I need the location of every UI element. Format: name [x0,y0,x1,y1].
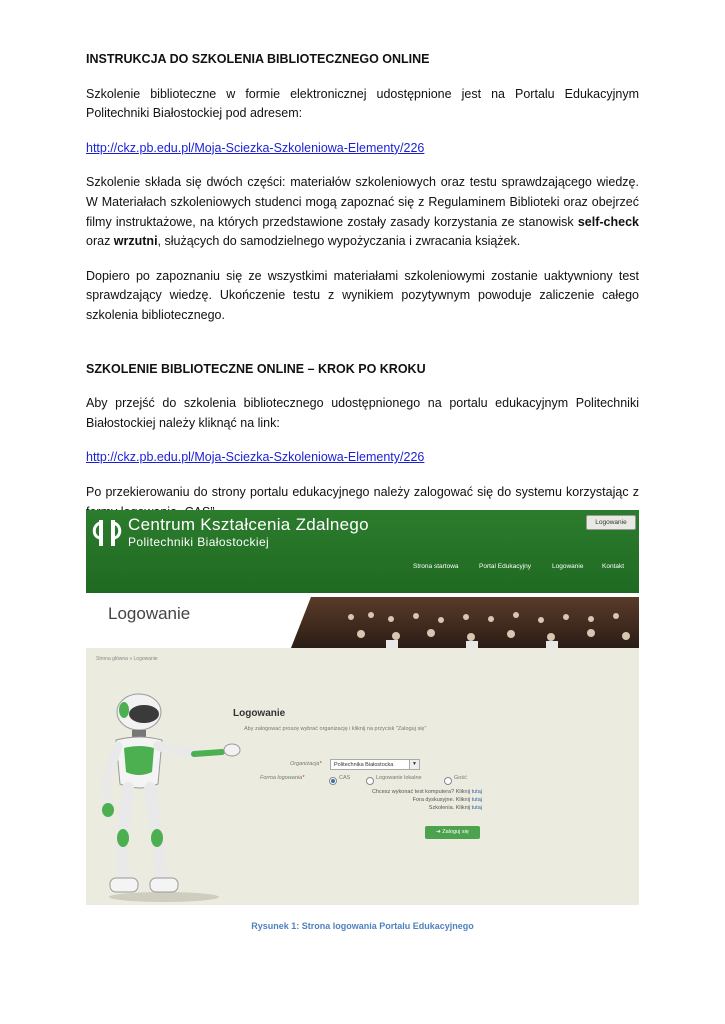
nav-item-home[interactable]: Strona startowa [413,563,459,570]
help-trainings: Szkolenia. Kliknij tutaj [428,805,482,811]
brand-title: Centrum Kształcenia Zdalnego [128,515,369,534]
steps-heading: SZKOLENIE BIBLIOTECZNE ONLINE – KROK PO KROKU [86,361,426,376]
top-login-button[interactable]: Logowanie [586,515,636,530]
breadcrumb[interactable]: Strona główna » Logowanie [96,656,158,662]
login-method-label: Forma logowania* [260,775,305,781]
brand-subtitle: Politechniki Białostockiej [128,535,270,549]
organization-label: Organizacja* [290,761,322,767]
radio-local[interactable] [366,777,374,785]
forums-link[interactable]: tutaj [471,797,482,803]
option-local-label: Logowanie lokalne [376,775,422,781]
organization-select[interactable]: Politechnika Białostocka ▼ [330,759,420,770]
portal-link-1[interactable]: http://ckz.pb.edu.pl/Moja-Sciezka-Szkoleniowa-Elementy/226 [86,140,425,155]
link-instruction-paragraph: Aby przejść do szkolenia bibliotecznego udostępnionego na portalu edukacyjnym Politechniki Białostockiej należy kliknąć na link: [86,396,639,430]
document-body [86,50,639,522]
figure-caption: Rysunek 1: Strona logowania Portalu Edukacyjnego [251,921,474,931]
wrzutni-term: wrzutni [113,234,158,249]
login-submit-button[interactable]: ➔ Zaloguj się [425,826,480,839]
trainings-link[interactable]: tutaj [471,805,482,811]
login-form-hint: Aby zalogować proszę wybrać organizację i kliknij na przycisk "Zaloguj się" [244,726,427,732]
hero-strip [86,593,639,648]
self-check-term: self-check [577,214,639,229]
radio-cas[interactable] [329,777,337,785]
login-page-screenshot [86,510,639,905]
main-heading: INSTRUKCJA DO SZKOLENIA BIBLIOTECZNEGO ONLINE [86,52,430,66]
portal-banner [86,510,639,593]
portal-link-2[interactable]: http://ckz.pb.edu.pl/Moja-Sciezka-Szkoleniowa-Elementy/226 [86,450,425,465]
help-forums: Fora dyskusyjne. Kliknij tutaj [412,797,482,803]
help-computer-test: Chcesz wykonać test komputera? Kliknij tutaj [371,789,482,795]
option-guest-label: Gość [454,775,467,781]
hero-title: Logowanie [108,604,191,623]
chevron-down-icon[interactable]: ▼ [409,760,419,769]
nav-item-login[interactable]: Logowanie [552,563,584,570]
radio-guest[interactable] [444,777,452,785]
nav-item-portal[interactable]: Portal Edukacyjny [479,563,532,570]
computer-test-link[interactable]: tutaj [471,789,482,795]
login-form-title: Logowanie [233,708,286,719]
test-paragraph: Dopiero po zapoznaniu się ze wszystkimi materiałami szkoleniowymi zostanie uaktywniony test sprawdzający wiedzę. Ukończenie testu z wynikiem pozytywnym powoduje zaliczenie całego szkolenia bibliotecznego. [86,268,639,322]
lecture-hall-image [291,597,639,648]
cas-paragraph: Po przekierowaniu do strony portalu edukacyjnego należy zalogować się do systemu korzystając z [86,484,639,499]
robot-mascot-image [94,692,244,902]
intro-paragraph: Szkolenie biblioteczne w formie elektronicznej udostępnione jest na Portalu Edukacyjnym Politechniki Białostockiej pod adresem: [86,86,639,121]
option-cas-label: CAS [339,775,351,781]
parts-paragraph: Szkolenie składa się dwóch części: materiałów szkoleniowych oraz testu sprawdzającego wiedzę. W Materiałach szkoleniowych studenci mogą zapoznać się z Regulaminem Biblioteki oraz obejrzeć filmy instruktażowe, na których przedstawione zostały zasady korzystania ze stanowisk self-check oraz wrzutni, służących do samodzielnego wypożyczania i zwracania książek. [86,175,639,249]
nav-item-contact[interactable]: Kontakt [602,563,625,570]
pb-logo-icon [90,516,124,550]
